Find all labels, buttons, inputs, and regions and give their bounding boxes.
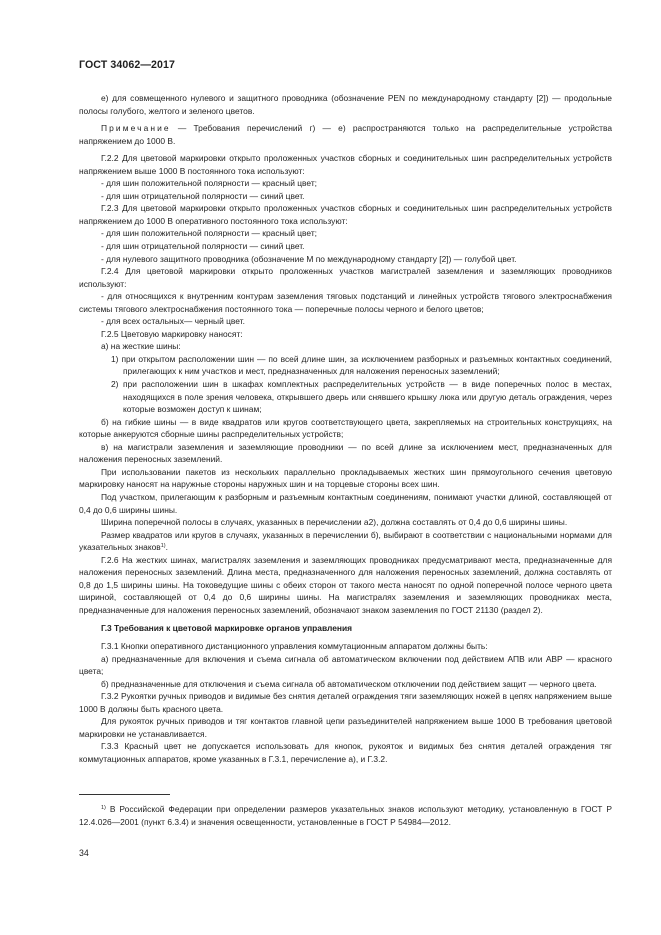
list-item: б) на гибкие шины — в виде квадратов или кругов соответствующего цвета, закрепляемых на строительных конструкциях, на которые анкеруются сборные шины распределительных устройств; xyxy=(79,416,612,440)
footnote-marker: 1) xyxy=(101,805,106,811)
paragraph: Под участком, прилегающим к разборным и разъемным контактным соединениям, понимают участки длиной, составляющей от 0,4 до 0,6 ширины шины. xyxy=(79,491,612,515)
clause-g3-1: Г.3.1 Кнопки оперативного дистанционного управления коммутационным аппаратом должны быть: xyxy=(101,640,488,651)
paragraph: Для рукояток ручных приводов и тяг контактов главной цепи разъединителей напряжением выше 1000 В требования цветовой маркировки не устанавливается. xyxy=(79,716,612,739)
clause-g3-3: Г.3.3 Красный цвет не допускается использовать для кнопок, рукояток и видимых без снятия деталей ограждения тяг коммутационных аппаратов, кроме указанных в Г.3.1, перечисление а), и Г.3.2. xyxy=(79,741,612,764)
clause-g2-5: Г.2.5 Цветовую маркировку наносят: xyxy=(101,328,243,339)
sub-list-item: 2) при расположении шин в шкафах комплектных распределительных устройств — в виде поперечных полос в местах, находящихся в поле зрения человека, открывшего дверь или снявшего крышку люка или другую деталь ограждения, через которые возможен доступ к шинам; xyxy=(111,379,612,415)
document-header: ГОСТ 34062—2017 xyxy=(79,59,176,71)
note-text: — Требования перечислений г) — е) распространяются только на распределительные устройства напряжением до 1000 В. xyxy=(79,123,612,146)
clause-g2-4: Г.2.4 Для цветовой маркировки открыто проложенных участков магистралей заземления и заземляющих проводников используют: xyxy=(79,266,612,289)
list-item: а) предназначенные для включения и съема сигнала об автоматическом включении под действием АПВ или АВР — красного цвета; xyxy=(79,653,612,677)
paragraph: Ширина поперечной полосы в случаях, указанных в перечислении а2), должна составлять от 0,4 до 0,6 ширины шины. xyxy=(101,517,568,528)
footnote-text: В Российской Федерации при определении размеров указательных знаков используют методику, установленную в ГОСТ Р 12.4.026—2001 (пункт 6.3.4) и значения освещенности, установленные в ГОСТ Р 54984—2012. xyxy=(79,804,612,827)
clause-g2-3: Г.2.3 Для цветовой маркировки открыто проложенных участков сборных и соединительных шин распределительных устройств напряжением до 1000 В оперативного постоянного тока используют: xyxy=(79,203,612,226)
page-number: 34 xyxy=(79,848,89,858)
sub-list-item: 1) при открытом расположении шин — по всей длине шин, за исключением разборных и разъемных контактных соединений, прилегающих к ним участков и мест, предназначенных для наложения переносных заземлений; xyxy=(111,353,612,377)
clause-g2-6: Г.2.6 На жестких шинах, магистралях заземления и заземляющих проводниках предусматривают места, предназначенные для наложения переносных заземлений. Длина места, предназначенного для наложения переносных заземлений, должна составлять от 0,8 до 1,5 ширины шины. На токоведущие шины с обеих сторон от такого места наносят по одной поперечной полосе черного цвета шириной, составляющей от 0,4 до 0,6 ширины шины. На магистралях заземления и заземляющих проводниках места, предназначенные для наложения переносных заземлений, обозначают знаком заземления по ГОСТ 21130 (раздел 2). xyxy=(79,554,612,615)
list-item: - для относящихся к внутренним контурам заземления тяговых подстанций и линейных устройств тягового электроснабжения системы тягового электроснабжения постоянного тока — поперечные полосы черного и белого цветов; xyxy=(79,291,612,314)
list-item: - для всех остальных— черный цвет. xyxy=(101,316,245,327)
footnote-divider xyxy=(79,794,170,795)
paragraph: При использовании пакетов из нескольких параллельно прокладываемых жестких шин прямоугольного сечения цветовую маркировку наносят на наружные стороны наружных шин и на торцевые стороны всех шин. xyxy=(79,466,612,490)
section-heading-g3: Г.3 Требования к цветовой маркировке органов управления xyxy=(101,623,353,634)
list-item: - для шин положительной полярности — красный цвет; xyxy=(101,178,318,189)
list-item: - для нулевого защитного проводника (обозначение M по международному стандарту [2]) — голубой цвет. xyxy=(101,253,517,264)
list-item: а) на жесткие шины: xyxy=(101,341,181,352)
paragraph-end: . xyxy=(165,542,168,553)
note xyxy=(79,122,612,147)
list-item: б) предназначенные для отключения и съема сигнала об автоматическом отключении под действием защит — черного цвета. xyxy=(101,678,597,689)
list-item: - для шин отрицательной полярности — синий цвет. xyxy=(101,241,305,252)
clause-g2-2: Г.2.2 Для цветовой маркировки открыто проложенных участков сборных и соединительных шин распределительных устройств напряжением выше 1000 В постоянного тока используют: xyxy=(79,153,612,176)
footnote xyxy=(79,803,612,828)
footnote-reference[interactable]: 1) xyxy=(160,543,166,550)
page-body xyxy=(79,92,612,765)
note-label: Примечание xyxy=(101,123,171,134)
paragraph-e-pen: е) для совмещенного нулевого и защитного проводника (обозначение PEN по международному стандарту [2]) — продольные полосы голубого, желтого и зеленого цветов. xyxy=(79,93,612,116)
list-item: - для шин отрицательной полярности — синий цвет. xyxy=(101,190,305,201)
paragraph-text: Размер квадратов или кругов в случаях, указанных в перечислении б), выбирают в соответствии с национальными нормами для указательных знаков xyxy=(79,529,612,553)
list-item: - для шин положительной полярности — красный цвет; xyxy=(101,228,318,239)
paragraph xyxy=(79,529,612,554)
list-item: в) на магистрали заземления и заземляющие проводники — по всей длине за исключением мест, предназначенных для наложения переносных заземлений. xyxy=(79,441,612,465)
clause-g3-2: Г.3.2 Рукоятки ручных приводов и видимые без снятия деталей ограждения тяги заземляющих ножей в цепях напряжением выше 1000 В должны быть красного цвета. xyxy=(79,691,612,714)
